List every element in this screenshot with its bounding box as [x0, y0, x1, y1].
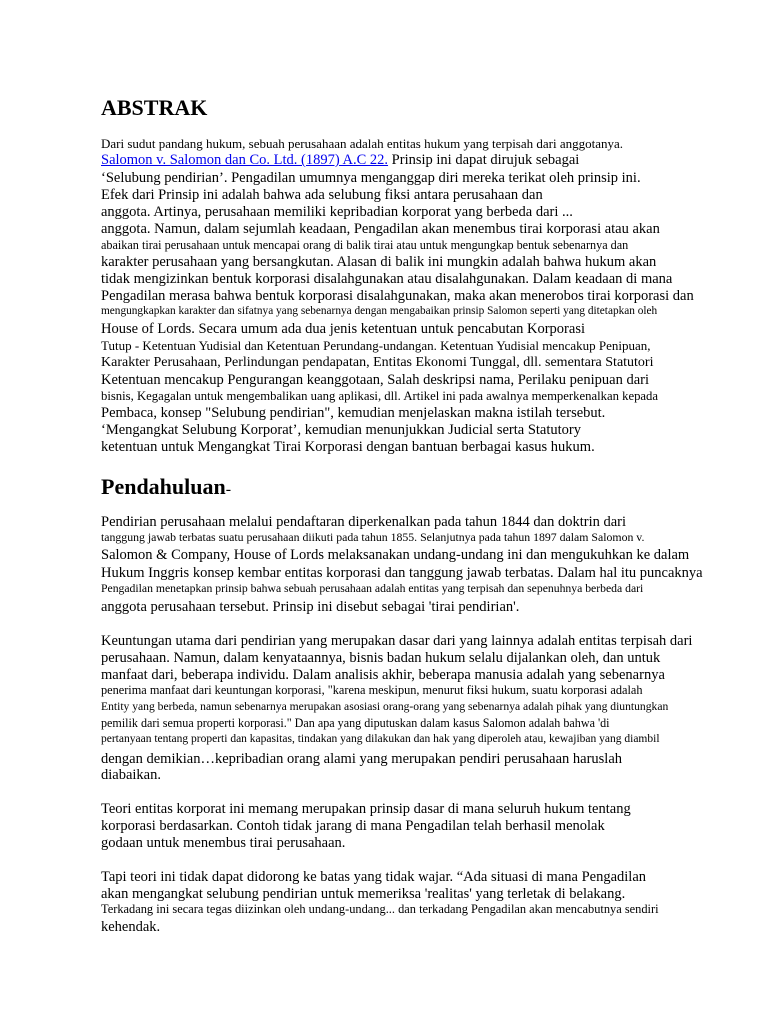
intro-line: diabaikan.: [101, 767, 161, 783]
abstract-line: tidak mengizinkan bentuk korporasi disalahgunakan atau disalahgunakan. Dalam keadaan di mana: [101, 271, 673, 287]
abstract-line: abaikan tirai perusahaan untuk mencapai orang di balik tirai atau untuk mengungkap bentuk sebenarnya dan: [101, 238, 629, 252]
abstract-line: anggota. Artinya, perusahaan memiliki kepribadian korporat yang berbeda dari ...: [101, 204, 573, 220]
abstract-heading: ABSTRAK: [101, 95, 208, 120]
intro-heading: [101, 476, 231, 498]
intro-line: tanggung jawab terbatas suatu perusahaan diikuti pada tahun 1855. Selanjutnya pada tahun 1897 dalam Salomon v.: [101, 530, 645, 544]
intro-line: dengan demikian…kepribadian orang alami yang merupakan pendiri perusahaan haruslah: [101, 751, 623, 767]
abstract-line: ‘Mengangkat Selubung Korporat’, kemudian menunjukkan Judicial serta Statutory: [101, 422, 582, 438]
intro-line: Teori entitas korporat ini memang merupakan prinsip dasar di mana seluruh hukum tentang: [101, 801, 631, 817]
intro-line: manfaat dari, beberapa individu. Dalam analisis akhir, beberapa manusia adalah yang sebenarnya: [101, 667, 665, 683]
intro-line: anggota perusahaan tersebut. Prinsip ini disebut sebagai 'tirai pendirian'.: [101, 599, 520, 615]
intro-heading-dash: -: [225, 481, 232, 498]
abstract-line: Ketentuan mencakup Pengurangan keanggotaan, Salah deskripsi nama, Perilaku penipuan dari: [101, 372, 650, 388]
abstract-line: Efek dari Prinsip ini adalah bahwa ada selubung fiksi antara perusahaan dan: [101, 187, 543, 203]
intro-line: perusahaan. Namun, dalam kenyataannya, bisnis badan hukum selalu dijalankan oleh, dan untuk: [101, 650, 661, 666]
abstract-line: Dari sudut pandang hukum, sebuah perusahaan adalah entitas hukum yang terpisah dari anggotanya.: [101, 136, 624, 151]
intro-line: Hukum Inggris konsep kembar entitas korporasi dan tanggung jawab terbatas. Dalam hal itu puncaknya: [101, 565, 703, 581]
intro-line: pertanyaan tentang properti dan kapasitas, tindakan yang dilakukan dan hak yang diperoleh atau, kewajiban yang diambil: [101, 733, 660, 745]
abstract-line: mengungkapkan karakter dan sifatnya yang sebenarnya dengan mengabaikan prinsip Salomon seperti yang ditetapkan oleh: [101, 305, 658, 317]
abstract-line: Pembaca, konsep "Selubung pendirian", kemudian menjelaskan makna istilah tersebut.: [101, 405, 606, 421]
case-citation-link[interactable]: Salomon v. Salomon dan Co. Ltd. (1897) A.C 22.: [101, 152, 389, 168]
abstract-line: ‘Selubung pendirian’. Pengadilan umumnya menganggap diri mereka terikat oleh prinsip ini.: [101, 170, 641, 186]
abstract-line: Pengadilan merasa bahwa bentuk korporasi disalahgunakan, maka akan menerobos tirai korporasi dan: [101, 288, 694, 304]
abstract-line: House of Lords. Secara umum ada dua jenis ketentuan untuk pencabutan Korporasi: [101, 321, 585, 337]
intro-line: Pengadilan menetapkan prinsip bahwa sebuah perusahaan adalah entitas yang terpisah dan sepenuhnya berbeda dari: [101, 582, 644, 595]
abstract-line: bisnis, Kegagalan untuk mengembalikan uang aplikasi, dll. Artikel ini pada awalnya memperkenalkan kepada: [101, 389, 659, 403]
intro-line: Terkadang ini secara tegas diizinkan oleh undang-undang... dan terkadang Pengadilan akan mencabutnya sendiri: [101, 902, 659, 916]
abstract-line-with-link: [101, 153, 579, 168]
intro-line: akan mengangkat selubung pendirian untuk memeriksa 'realitas' yang terletak di belakang.: [101, 886, 626, 902]
intro-line: Tapi teori ini tidak dapat didorong ke batas yang tidak wajar. “Ada situasi di mana Pengadilan: [101, 869, 647, 885]
intro-line: Salomon & Company, House of Lords melaksanakan undang-undang ini dan mengukuhkan ke dalam: [101, 547, 690, 563]
abstract-line: Tutup - Ketentuan Yudisial dan Ketentuan Perundang-undangan. Ketentuan Yudisial mencakup Penipuan,: [101, 338, 651, 353]
intro-line: penerima manfaat dari keuntungan korporasi, "karena meskipun, menurut fiksi hukum, suatu korporasi adalah: [101, 683, 643, 697]
intro-line: Keuntungan utama dari pendirian yang merupakan dasar dari yang lainnya adalah entitas terpisah dari: [101, 633, 693, 649]
abstract-line: Karakter Perusahaan, Perlindungan pendapatan, Entitas Ekonomi Tunggal, dll. sementara Statutori: [101, 355, 654, 370]
abstract-line: karakter perusahaan yang bersangkutan. Alasan di balik ini mungkin adalah bahwa hukum akan: [101, 254, 657, 270]
intro-heading-text: Pendahuluan: [101, 474, 226, 499]
intro-line: pemilik dari semua properti korporasi." Dan apa yang diputuskan dalam kasus Salomon adalah bahwa 'di: [101, 716, 610, 730]
intro-line: Entity yang berbeda, namun sebenarnya merupakan asosiasi orang-orang yang sebenarnya adalah pihak yang diuntungkan: [101, 700, 669, 713]
intro-line: kehendak.: [101, 919, 161, 935]
intro-line: korporasi berdasarkan. Contoh tidak jarang di mana Pengadilan telah berhasil menolak: [101, 818, 605, 834]
intro-line: godaan untuk menembus tirai perusahaan.: [101, 835, 346, 851]
abstract-line: anggota. Namun, dalam sejumlah keadaan, Pengadilan akan menembus tirai korporasi atau akan: [101, 221, 660, 237]
intro-line: Pendirian perusahaan melalui pendaftaran diperkenalkan pada tahun 1844 dan doktrin dari: [101, 514, 627, 530]
abstract-line: ketentuan untuk Mengangkat Tirai Korporasi dengan bantuan berbagai kasus hukum.: [101, 439, 595, 455]
abstract-line: Prinsip ini dapat dirujuk sebagai: [391, 152, 580, 168]
